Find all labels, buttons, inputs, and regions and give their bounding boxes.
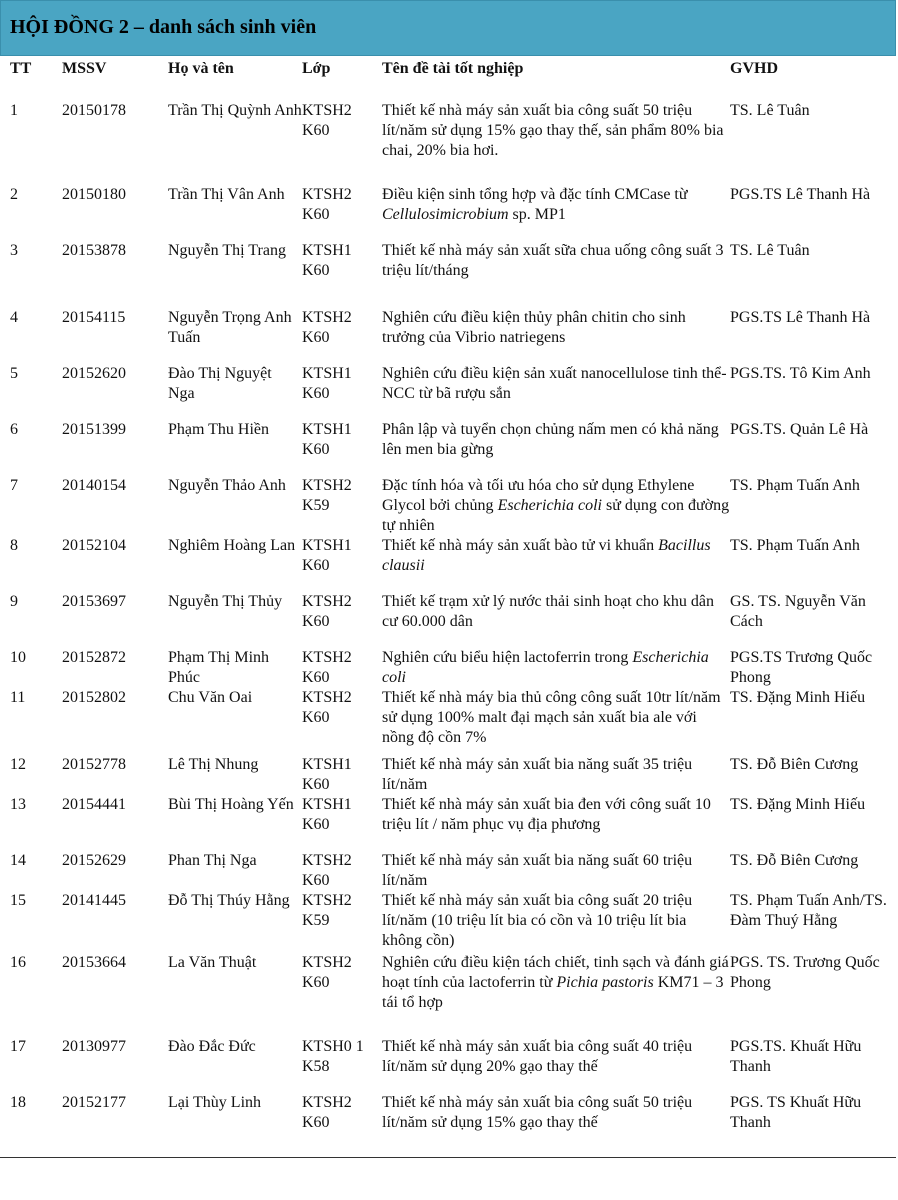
cell-class: KTSH0 1 K58 <box>302 1038 364 1075</box>
cell-class: KTSH2 K60 <box>302 593 352 630</box>
cell-class: KTSH2 K60 <box>302 1094 352 1131</box>
cell-tt: 7 <box>10 477 18 494</box>
cell-mssv: 20151399 <box>62 421 126 438</box>
column-header-topic: Tên đề tài tốt nghiệp <box>382 60 524 77</box>
cell-topic <box>382 241 730 308</box>
cell-topic <box>382 536 730 592</box>
table-row <box>0 953 896 1037</box>
column-header-advisor: GVHD <box>730 60 778 77</box>
document-title: HỘI ĐỒNG 2 – danh sách sinh viên <box>10 16 317 38</box>
cell-advisor: PGS.TS. Khuất Hữu Thanh <box>730 1038 862 1075</box>
cell-class: KTSH2 K59 <box>302 892 352 929</box>
bottom-divider <box>0 1157 896 1158</box>
table-row <box>0 536 896 592</box>
cell-advisor: TS. Phạm Tuấn Anh/TS. Đàm Thuý Hằng <box>730 892 887 929</box>
cell-class: KTSH2 K60 <box>302 649 352 686</box>
table-row <box>0 1037 896 1093</box>
cell-name: Trần Thị Vân Anh <box>168 186 285 203</box>
cell-class: KTSH2 K60 <box>302 102 352 139</box>
table-row <box>0 592 896 648</box>
cell-name: Nghiêm Hoàng Lan <box>168 537 296 554</box>
table-row <box>0 364 896 420</box>
cell-advisor: PGS. TS Khuất Hữu Thanh <box>730 1094 862 1131</box>
cell-tt: 1 <box>10 102 18 119</box>
topic-segment: Điều kiện sinh tổng hợp và đặc tính CMCase từ <box>382 186 688 203</box>
topic-segment: sử dụng con đường tự nhiên <box>382 497 730 534</box>
topic-segment: Thiết kế nhà máy sản xuất bào tử vi khuẩn <box>382 537 659 554</box>
cell-name: La Văn Thuật <box>168 954 257 971</box>
cell-name: Nguyễn Trọng Anh Tuấn <box>168 309 292 346</box>
cell-name: Trần Thị Quỳnh Anh <box>168 102 302 119</box>
topic-italic-segment: Pichia pastoris <box>556 974 654 991</box>
cell-tt: 14 <box>10 852 26 869</box>
cell-topic <box>382 688 730 755</box>
topic-italic-segment: Escherichia coli <box>382 649 709 686</box>
topic-segment: Thiết kế nhà máy sản xuất bia năng suất 35 triệu lít/năm <box>382 756 693 793</box>
table-row <box>0 688 896 755</box>
cell-tt: 3 <box>10 242 18 259</box>
cell-mssv: 20141445 <box>62 892 126 909</box>
cell-advisor: TS. Lê Tuân <box>730 242 810 259</box>
cell-name: Chu Văn Oai <box>168 689 253 706</box>
table-row <box>0 851 896 891</box>
cell-topic <box>382 420 730 476</box>
topic-italic-segment: Cellulosimicrobium <box>382 206 509 223</box>
topic-segment: Thiết kế nhà máy sản xuất bia công suất 40 triệu lít/năm sử dụng 20% gạo thay thế <box>382 1038 693 1075</box>
title-bar <box>0 0 896 56</box>
cell-advisor: PGS.TS. Tô Kim Anh <box>730 365 871 382</box>
cell-tt: 10 <box>10 649 26 666</box>
table-header-row <box>0 56 896 101</box>
table-row <box>0 648 896 688</box>
topic-segment: Phân lập và tuyển chọn chủng nấm men có khả năng lên men bia gừng <box>382 421 719 458</box>
topic-segment: Nghiên cứu điều kiện sản xuất nanocellulose tinh thể-NCC từ bã rượu sắn <box>382 365 727 402</box>
cell-topic <box>382 795 730 851</box>
table-row <box>0 891 896 953</box>
topic-segment: Thiết kế nhà máy sản xuất bia năng suất 60 triệu lít/năm <box>382 852 693 889</box>
cell-topic <box>382 476 730 536</box>
cell-mssv: 20152802 <box>62 689 126 706</box>
cell-advisor: PGS.TS. Quản Lê Hà <box>730 421 869 438</box>
table-row <box>0 1093 896 1149</box>
cell-class: KTSH2 K59 <box>302 477 352 514</box>
cell-mssv: 20150178 <box>62 102 126 119</box>
cell-tt: 13 <box>10 796 26 813</box>
cell-mssv: 20152177 <box>62 1094 126 1111</box>
cell-advisor: TS. Đỗ Biên Cương <box>730 852 859 869</box>
cell-mssv: 20154441 <box>62 796 126 813</box>
cell-advisor: PGS.TS Trương Quốc Phong <box>730 649 873 686</box>
topic-segment: Thiết kế nhà máy sản xuất bia đen với công suất 10 triệu lít / năm phục vụ địa phương <box>382 796 711 833</box>
table-row <box>0 241 896 308</box>
student-table <box>0 56 896 1149</box>
cell-class: KTSH2 K60 <box>302 954 352 991</box>
cell-mssv: 20152778 <box>62 756 126 773</box>
cell-topic <box>382 592 730 648</box>
cell-class: KTSH2 K60 <box>302 186 352 223</box>
cell-mssv: 20153878 <box>62 242 126 259</box>
cell-advisor: TS. Phạm Tuấn Anh <box>730 537 860 554</box>
cell-class: KTSH1 K60 <box>302 421 352 458</box>
cell-topic <box>382 851 730 891</box>
cell-advisor: TS. Phạm Tuấn Anh <box>730 477 860 494</box>
table-body <box>0 101 896 1149</box>
cell-mssv: 20140154 <box>62 477 126 494</box>
cell-advisor: PGS. TS. Trương Quốc Phong <box>730 954 880 991</box>
topic-segment: Đặc tính hóa và tối ưu hóa cho sử dụng Ethylene Glycol bởi chủng <box>382 477 695 514</box>
column-header-tt: TT <box>10 60 32 77</box>
cell-topic <box>382 648 730 688</box>
topic-segment: Thiết kế trạm xử lý nước thải sinh hoạt cho khu dân cư 60.000 dân <box>382 593 714 630</box>
cell-name: Đào Đắc Đức <box>168 1038 256 1055</box>
cell-name: Đỗ Thị Thúy Hằng <box>168 892 290 909</box>
column-header-class: Lớp <box>302 60 331 77</box>
cell-topic <box>382 308 730 364</box>
topic-segment: Nghiên cứu biểu hiện lactoferrin trong <box>382 649 633 666</box>
topic-segment: Thiết kế nhà máy bia thủ công công suất 10tr lít/năm sử dụng 100% malt đại mạch sản xuất bia ale với nồng độ cồn 7% <box>382 689 721 746</box>
cell-advisor: TS. Đặng Minh Hiếu <box>730 689 866 706</box>
cell-advisor: TS. Đỗ Biên Cương <box>730 756 859 773</box>
cell-name: Phạm Thị Minh Phúc <box>168 649 270 686</box>
cell-name: Lại Thùy Linh <box>168 1094 262 1111</box>
cell-name: Bùi Thị Hoàng Yến <box>168 796 294 813</box>
cell-mssv: 20150180 <box>62 186 126 203</box>
topic-segment: Thiết kế nhà máy sản xuất bia công suất 20 triệu lít/năm (10 triệu lít bia có cồn và 10 triệu lít bia không cồn) <box>382 892 693 949</box>
topic-segment: sp. MP1 <box>508 206 566 223</box>
cell-mssv: 20153664 <box>62 954 126 971</box>
cell-class: KTSH1 K60 <box>302 365 352 402</box>
cell-advisor: GS. TS. Nguyễn Văn Cách <box>730 593 866 630</box>
table-row <box>0 101 896 185</box>
cell-class: KTSH2 K60 <box>302 852 352 889</box>
cell-mssv: 20154115 <box>62 309 126 326</box>
topic-segment: Thiết kế nhà máy sản xuất bia công suất 50 triệu lít/năm sử dụng 15% gạo thay thế <box>382 1094 693 1131</box>
cell-name: Nguyễn Thị Trang <box>168 242 286 259</box>
cell-tt: 12 <box>10 756 26 773</box>
column-header-name: Họ và tên <box>168 60 234 77</box>
topic-segment: KM71 – 3 tái tổ hợp <box>382 974 724 1011</box>
cell-tt: 4 <box>10 309 18 326</box>
table-row <box>0 420 896 476</box>
topic-italic-segment: Bacillus clausii <box>382 537 711 574</box>
cell-tt: 18 <box>10 1094 26 1111</box>
cell-mssv: 20152629 <box>62 852 126 869</box>
cell-name: Đào Thị Nguyệt Nga <box>168 365 272 402</box>
cell-tt: 17 <box>10 1038 26 1055</box>
cell-topic <box>382 1093 730 1149</box>
cell-class: KTSH1 K60 <box>302 756 352 793</box>
table-row <box>0 795 896 851</box>
cell-tt: 15 <box>10 892 26 909</box>
cell-tt: 5 <box>10 365 18 382</box>
table-row <box>0 308 896 364</box>
cell-tt: 2 <box>10 186 18 203</box>
cell-topic <box>382 1037 730 1093</box>
cell-topic <box>382 891 730 953</box>
cell-tt: 11 <box>10 689 26 706</box>
cell-mssv: 20153697 <box>62 593 126 610</box>
cell-topic <box>382 953 730 1037</box>
cell-tt: 9 <box>10 593 18 610</box>
cell-mssv: 20152620 <box>62 365 126 382</box>
cell-tt: 8 <box>10 537 18 554</box>
topic-segment: Thiết kế nhà máy sản xuất bia công suất 50 triệu lít/năm sử dụng 15% gạo thay thế, sản phẩm 80% bia chai, 20% bia hơi. <box>382 102 724 159</box>
cell-class: KTSH2 K60 <box>302 309 352 346</box>
cell-mssv: 20152104 <box>62 537 126 554</box>
cell-topic <box>382 185 730 241</box>
cell-name: Phan Thị Nga <box>168 852 257 869</box>
cell-advisor: TS. Lê Tuân <box>730 102 810 119</box>
cell-advisor: PGS.TS Lê Thanh Hà <box>730 186 871 203</box>
cell-class: KTSH1 K60 <box>302 242 352 279</box>
cell-mssv: 20130977 <box>62 1038 126 1055</box>
topic-segment: Nghiên cứu điều kiện thủy phân chitin cho sinh trưởng của Vibrio natriegens <box>382 309 686 346</box>
column-header-mssv: MSSV <box>62 60 107 77</box>
cell-class: KTSH1 K60 <box>302 537 352 574</box>
topic-italic-segment: Escherichia coli <box>497 497 602 514</box>
cell-topic <box>382 101 730 185</box>
table-row <box>0 185 896 241</box>
cell-class: KTSH2 K60 <box>302 689 352 726</box>
cell-topic <box>382 755 730 795</box>
cell-name: Lê Thị Nhung <box>168 756 259 773</box>
cell-class: KTSH1 K60 <box>302 796 352 833</box>
topic-segment: Nghiên cứu điều kiện tách chiết, tinh sạch và đánh giá hoạt tính của lactoferrin từ <box>382 954 729 991</box>
topic-segment: Thiết kế nhà máy sản xuất sữa chua uống công suất 3 triệu lít/tháng <box>382 242 724 279</box>
table-row <box>0 476 896 536</box>
cell-tt: 16 <box>10 954 26 971</box>
cell-topic <box>382 364 730 420</box>
cell-advisor: TS. Đặng Minh Hiếu <box>730 796 866 813</box>
cell-name: Nguyễn Thị Thủy <box>168 593 283 610</box>
cell-name: Nguyễn Thảo Anh <box>168 477 286 494</box>
cell-tt: 6 <box>10 421 18 438</box>
cell-mssv: 20152872 <box>62 649 126 666</box>
cell-advisor: PGS.TS Lê Thanh Hà <box>730 309 871 326</box>
table-row <box>0 755 896 795</box>
cell-name: Phạm Thu Hiền <box>168 421 270 438</box>
